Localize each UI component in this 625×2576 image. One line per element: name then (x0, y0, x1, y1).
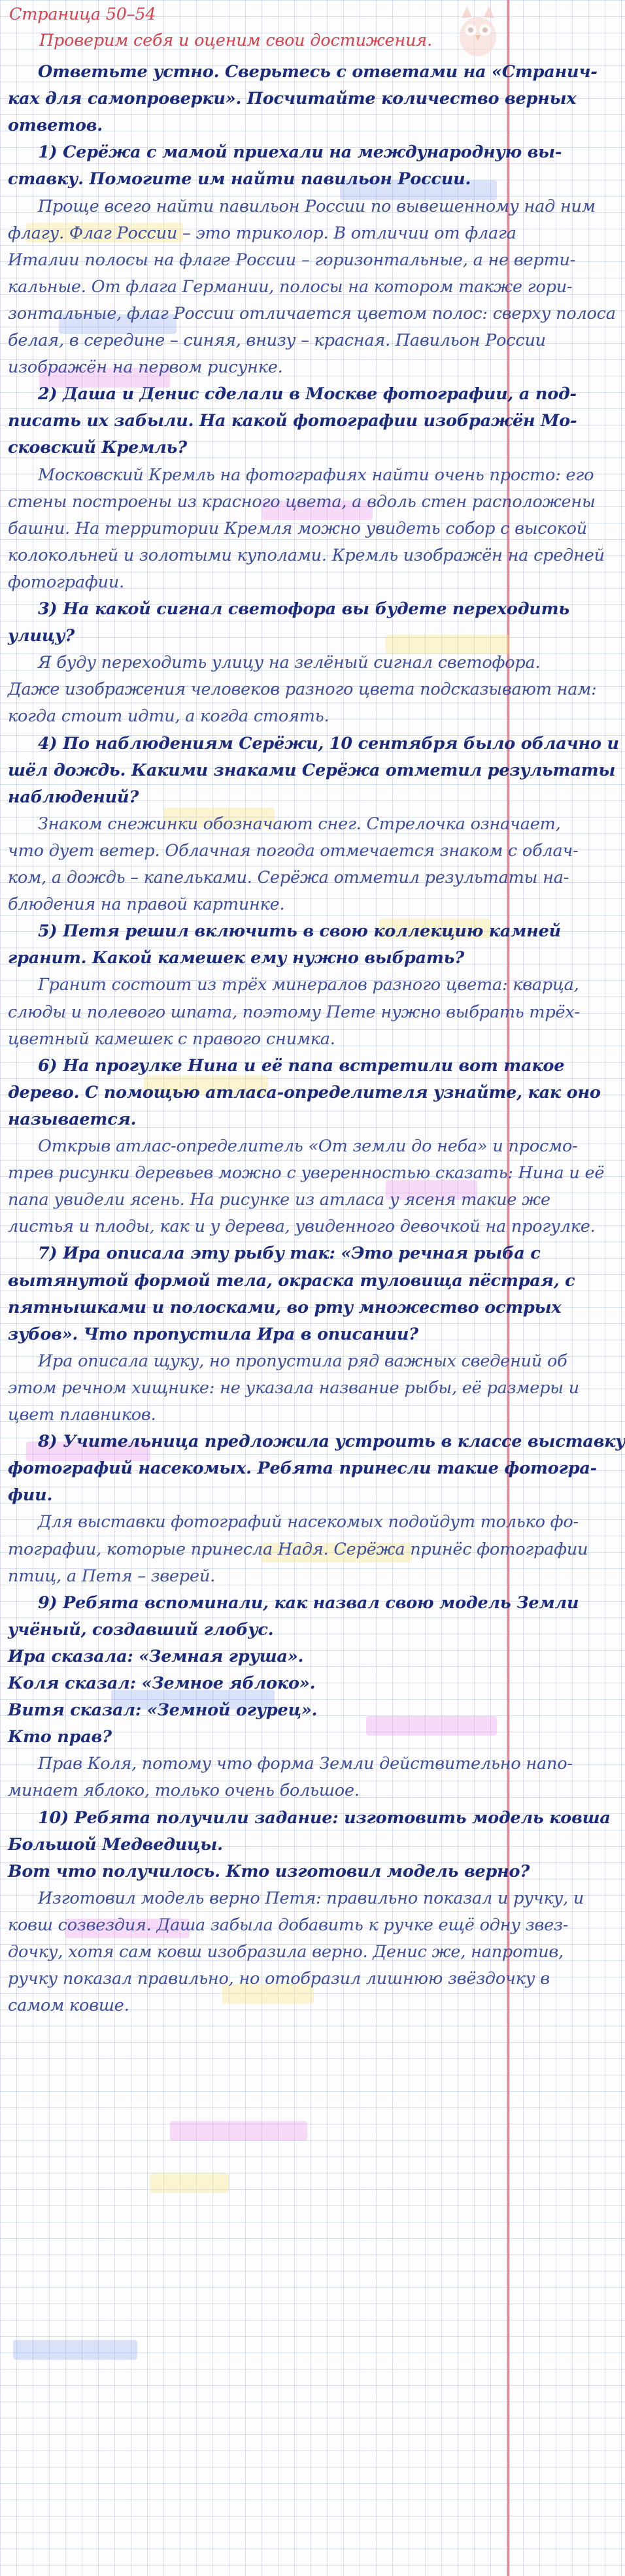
question-line: гранит. Какой камешек ему нужно выбрать? (8, 948, 464, 968)
question-line: называется. (8, 1109, 137, 1129)
question-line: 7) Ира описала эту рыбу так: «Это речная рыба с (38, 1244, 541, 1264)
answer-line: Изготовил модель верно Петя: правильно показал и ручку, и (38, 1888, 584, 1908)
answer-line: ручку показал правильно, но отобразил лишнюю звёздочку в (8, 1969, 550, 1989)
answer-line: ком, а дождь – капельками. Серёжа отметил результаты на- (8, 868, 569, 887)
question-line: ставку. Помогите им найти павильон России. (8, 169, 471, 190)
answer-line: белая, в середине – синяя, внизу – красная. Павильон России (8, 331, 546, 350)
answer-line: блюдения на правой картинке. (8, 895, 285, 915)
answer-line: птиц, а Петя – зверей. (8, 1566, 216, 1586)
question-line: улицу? (8, 626, 75, 646)
question-line: писать их забыли. На какой фотографии изображён Мо- (8, 411, 577, 431)
answer-line: стены построены из красного цвета, а вдоль стен расположены (8, 491, 596, 512)
answer-line: Для выставки фотографий насекомых подойдут только фо- (38, 1512, 579, 1532)
answer-line: Знаком снежинки обозначают снег. Стрелочка означает, (38, 814, 561, 834)
answer-line: Прав Коля, потому что форма Земли действительно напо- (38, 1754, 573, 1774)
answer-line: изображён на первом рисунке. (8, 357, 283, 378)
answer-line: Московский Кремль на фотографиях найти очень просто: его (38, 465, 594, 485)
question-line: 5) Петя решил включить в свою коллекцию камней (38, 921, 561, 942)
page-header: Страница 50–54 (9, 5, 156, 24)
answer-line: кальные. От флага Германии, полосы на котором также гори- (8, 276, 573, 297)
answer-line: этом речном хищнике: не указала название рыбы, её размеры и (8, 1378, 579, 1398)
question-line: 1) Серёжа с мамой приехали на международную вы- (38, 142, 562, 163)
question-line: 2) Даша и Денис сделали в Москве фотографии, а под- (38, 384, 577, 405)
answer-line: фотографии. (8, 572, 124, 592)
answer-line: цветный камешек с правого снимка. (8, 1029, 335, 1049)
answer-line: колокольней и золотыми куполами. Кремль изображён на средней (8, 545, 605, 565)
answer-line: дочку, хотя сам ковш изобразила верно. Денис же, напротив, (8, 1942, 564, 1962)
answer-line: слюды и полевого шпата, поэтому Пете нужно выбрать трёх- (8, 1002, 580, 1022)
answer-line: Даже изображения человеков разного цвета подсказывают нам: (8, 680, 597, 700)
answer-line: флагу. Флаг России – это триколор. В отличии от флага (8, 223, 516, 243)
subtitle: Проверим себя и оценим свои достижения. (39, 31, 432, 50)
question-line: 10) Ребята получили задание: изготовить модель ковша (38, 1808, 611, 1828)
answer-line: ковш созвездия. Даша забыла добавить к ручке ещё одну звез- (8, 1915, 569, 1935)
answer-line: Ира описала щуку, но пропустила ряд важных сведений об (38, 1351, 567, 1371)
marker-highlight (150, 2173, 229, 2193)
answer-line: что дует ветер. Облачная погода отмечается знаком с облач- (8, 840, 579, 861)
answer-line: листья и плоды, как и у дерева, увиденного девочкой на прогулке. (8, 1217, 596, 1237)
question-line: 4) По наблюдениям Серёжи, 10 сентября было облачно и (38, 733, 619, 753)
question-line: дерево. С помощью атласа-определителя узнайте, как оно (8, 1082, 601, 1102)
question-line: Кто прав? (8, 1727, 112, 1747)
answer-line: самом ковше. (8, 1996, 129, 2016)
question-line: Ира сказала: «Земная груша». (8, 1646, 304, 1666)
intro-line: ответов. (8, 116, 103, 136)
answer-line: минает яблоко, только очень большое. (8, 1781, 360, 1801)
intro-line: ках для самопроверки». Посчитайте количество верных (8, 89, 577, 109)
question-line: вытянутой формой тела, окраска туловища пёстрая, с (8, 1270, 575, 1291)
answer-line: Проще всего найти павильон России по вывешенному над ним (38, 196, 596, 216)
question-line: пятнышками и полосками, во рту множество острых (8, 1297, 562, 1317)
question-line: фии. (8, 1485, 53, 1506)
question-line: 3) На какой сигнал светофора вы будете переходить (38, 599, 570, 619)
answer-line: трев рисунки деревьев можно с уверенностью сказать: Нина и её (8, 1163, 605, 1183)
answer-line: зонтальные, флаг России отличается цветом полос: сверху полоса (8, 303, 616, 323)
question-line: 9) Ребята вспоминали, как назвал свою модель Земли (38, 1593, 579, 1613)
answer-line: Гранит состоит из трёх минералов разного цвета: кварца, (38, 975, 579, 995)
question-line: Витя сказал: «Земной огурец». (8, 1700, 318, 1721)
question-line: учёный, создавший глобус. (8, 1619, 274, 1640)
question-line: сковский Кремль? (8, 438, 188, 458)
question-line: зубов». Что пропустила Ира в описании? (8, 1324, 418, 1344)
answer-line: когда стоит идти, а когда стоять. (8, 706, 329, 727)
answer-line: башни. На территории Кремля можно увидеть собор с высокой (8, 518, 587, 538)
intro-line: Ответьте устно. Сверьтесь с ответами на «Странич- (38, 62, 598, 82)
question-line: наблюдений? (8, 787, 139, 807)
answer-line: цвет плавников. (8, 1405, 156, 1425)
marker-highlight (170, 2121, 307, 2141)
question-line: Коля сказал: «Земное яблоко». (8, 1674, 316, 1693)
question-line: Большой Медведицы. (8, 1834, 223, 1855)
answer-line: Италии полосы на флаге России – горизонтальные, а не верти- (8, 250, 576, 270)
question-line: 6) На прогулке Нина и её папа встретили вот такое (38, 1055, 565, 1076)
question-line: фотографий насекомых. Ребята принесли такие фотогра- (8, 1459, 598, 1479)
question-line: Вот что получилось. Кто изготовил модель верно? (8, 1861, 530, 1881)
answer-line: тографии, которые принесла Надя. Серёжа принёс фотографии (8, 1539, 588, 1559)
question-line: шёл дождь. Какими знаками Серёжа отметил результаты (8, 760, 616, 780)
answer-line: Открыв атлас-определитель «От земли до неба» и просмо- (38, 1136, 578, 1156)
answer-line: Я буду переходить улицу на зелёный сигнал светофора. (38, 653, 541, 673)
question-line: 8) Учительница предложила устроить в классе выставку (38, 1432, 625, 1452)
answer-line: папа увидели ясень. На рисунке из атласа у ясеня такие же (8, 1190, 550, 1210)
marker-highlight (13, 2340, 137, 2360)
